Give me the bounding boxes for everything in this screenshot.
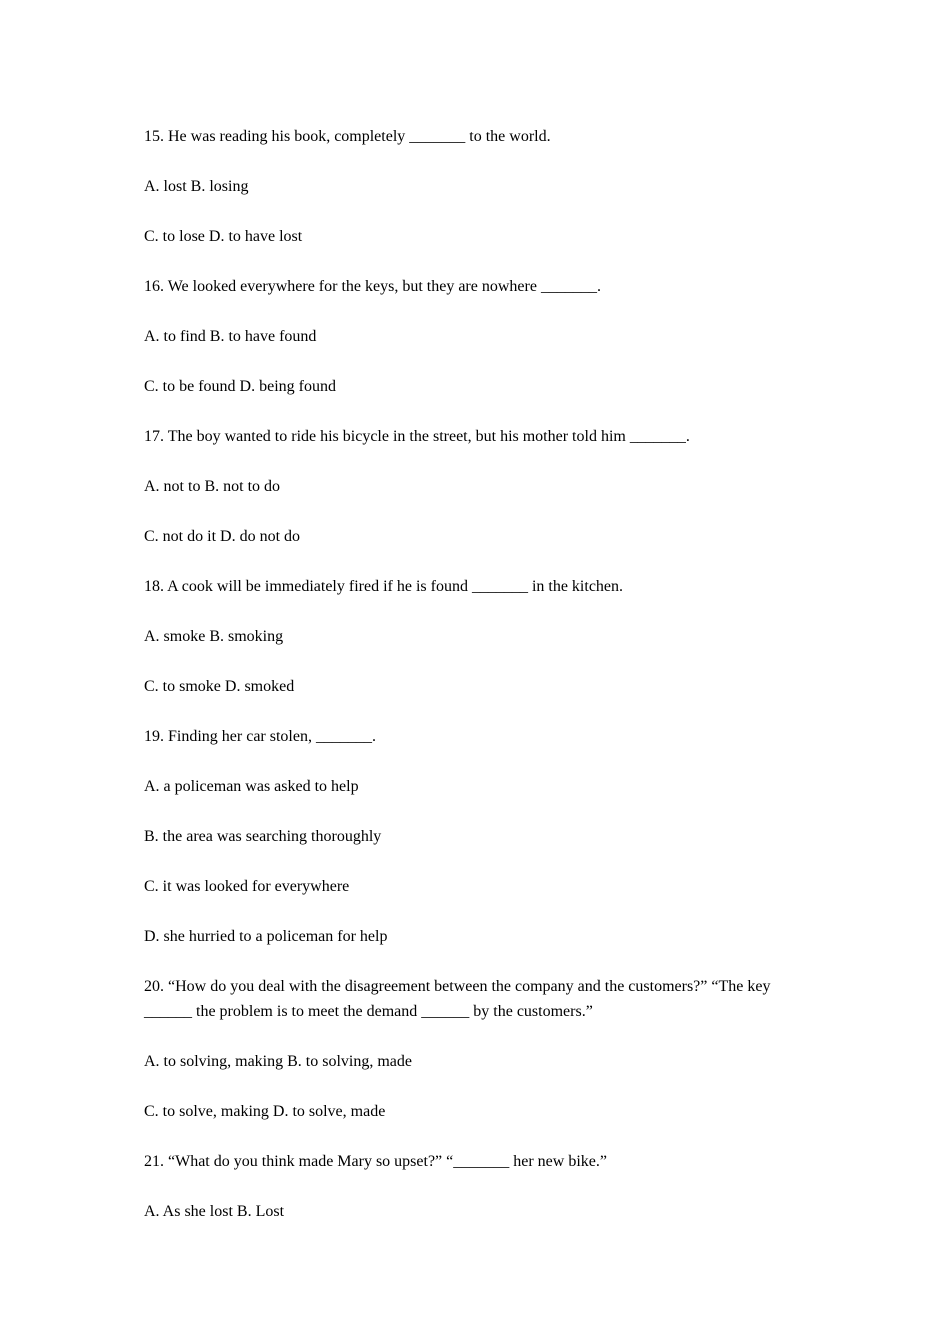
option-line: C. not do it D. do not do	[144, 528, 301, 545]
option-line: C. to be found D. being found	[144, 378, 336, 395]
option-line: C. it was looked for everywhere	[144, 878, 350, 895]
question-16: 16. We looked everywhere for the keys, but they are nowhere _______.	[144, 278, 601, 295]
question-15: 15. He was reading his book, completely _______ to the world.	[144, 128, 551, 145]
option-line: A. As she lost B. Lost	[144, 1203, 285, 1220]
option-line: C. to lose D. to have lost	[144, 228, 303, 245]
question-17: 17. The boy wanted to ride his bicycle in the street, but his mother told him _______.	[144, 428, 690, 445]
option-line: A. to find B. to have found	[144, 328, 317, 345]
option-line: C. to smoke D. smoked	[144, 678, 295, 695]
option-line: A. to solving, making B. to solving, made	[144, 1053, 412, 1070]
option-line: A. a policeman was asked to help	[144, 778, 359, 795]
option-line: B. the area was searching thoroughly	[144, 828, 382, 845]
option-line: A. lost B. losing	[144, 178, 249, 195]
question-21: 21. “What do you think made Mary so upset?” “_______ her new bike.”	[144, 1153, 607, 1170]
document-page	[144, 124, 814, 1249]
question-20: 20. “How do you deal with the disagreement between the company and the customers?” “The key ______ the problem is to meet the demand ______ by the customers.”	[144, 978, 771, 1020]
option-line: A. smoke B. smoking	[144, 628, 284, 645]
question-19: 19. Finding her car stolen, _______.	[144, 728, 376, 745]
option-line: A. not to B. not to do	[144, 478, 281, 495]
option-line: C. to solve, making D. to solve, made	[144, 1103, 386, 1120]
question-18: 18. A cook will be immediately fired if he is found _______ in the kitchen.	[144, 578, 624, 595]
option-line: D. she hurried to a policeman for help	[144, 928, 388, 945]
